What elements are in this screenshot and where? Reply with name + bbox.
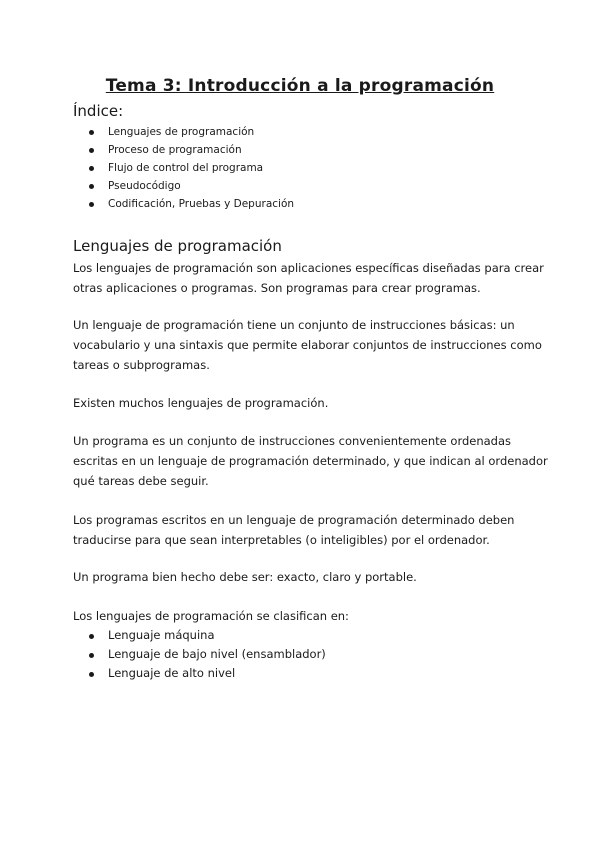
bullet-icon: [89, 130, 94, 135]
list-item: Proceso de programación: [89, 141, 294, 159]
bullet-icon: [89, 202, 94, 207]
bullet-icon: [89, 672, 94, 677]
bullet-icon: [89, 148, 94, 153]
bullet-icon: [89, 653, 94, 658]
paragraph: Existen muchos lenguajes de programación.: [73, 396, 329, 410]
bullet-icon: [89, 166, 94, 171]
list-item: Pseudocódigo: [89, 177, 294, 195]
index-list: [89, 123, 294, 213]
list-item: Lenguajes de programación: [89, 123, 294, 141]
classification-list: [89, 626, 326, 683]
list-item: Lenguaje de alto nivel: [89, 664, 326, 683]
paragraph: Un programa es un conjunto de instrucciones convenientemente ordenadas escritas en un lenguaje de programación determinado, y que indican al ordenador qué tareas debe seguir.: [73, 434, 548, 488]
bullet-icon: [89, 634, 94, 639]
page-title: Tema 3: Introducción a la programación: [105, 76, 495, 96]
section-heading: Lenguajes de programación: [73, 237, 282, 255]
list-item: Lenguaje máquina: [89, 626, 326, 645]
paragraph: Los lenguajes de programación se clasifican en:: [73, 609, 349, 623]
index-heading: Índice:: [73, 102, 124, 120]
paragraph: Los lenguajes de programación son aplicaciones específicas diseñadas para crear otras aplicaciones o programas. Son programas para crear programas.: [73, 261, 544, 295]
list-item: Flujo de control del programa: [89, 159, 294, 177]
paragraph: Un programa bien hecho debe ser: exacto, claro y portable.: [73, 570, 417, 584]
list-item: Lenguaje de bajo nivel (ensamblador): [89, 645, 326, 664]
bullet-icon: [89, 184, 94, 189]
list-item: Codificación, Pruebas y Depuración: [89, 195, 294, 213]
paragraph: Los programas escritos en un lenguaje de programación determinado deben traducirse para que sean interpretables (o inteligibles) por el ordenador.: [73, 513, 515, 547]
paragraph: Un lenguaje de programación tiene un conjunto de instrucciones básicas: un vocabulario y una sintaxis que permite elaborar conjuntos de instrucciones como tareas o subprogramas.: [73, 318, 542, 372]
